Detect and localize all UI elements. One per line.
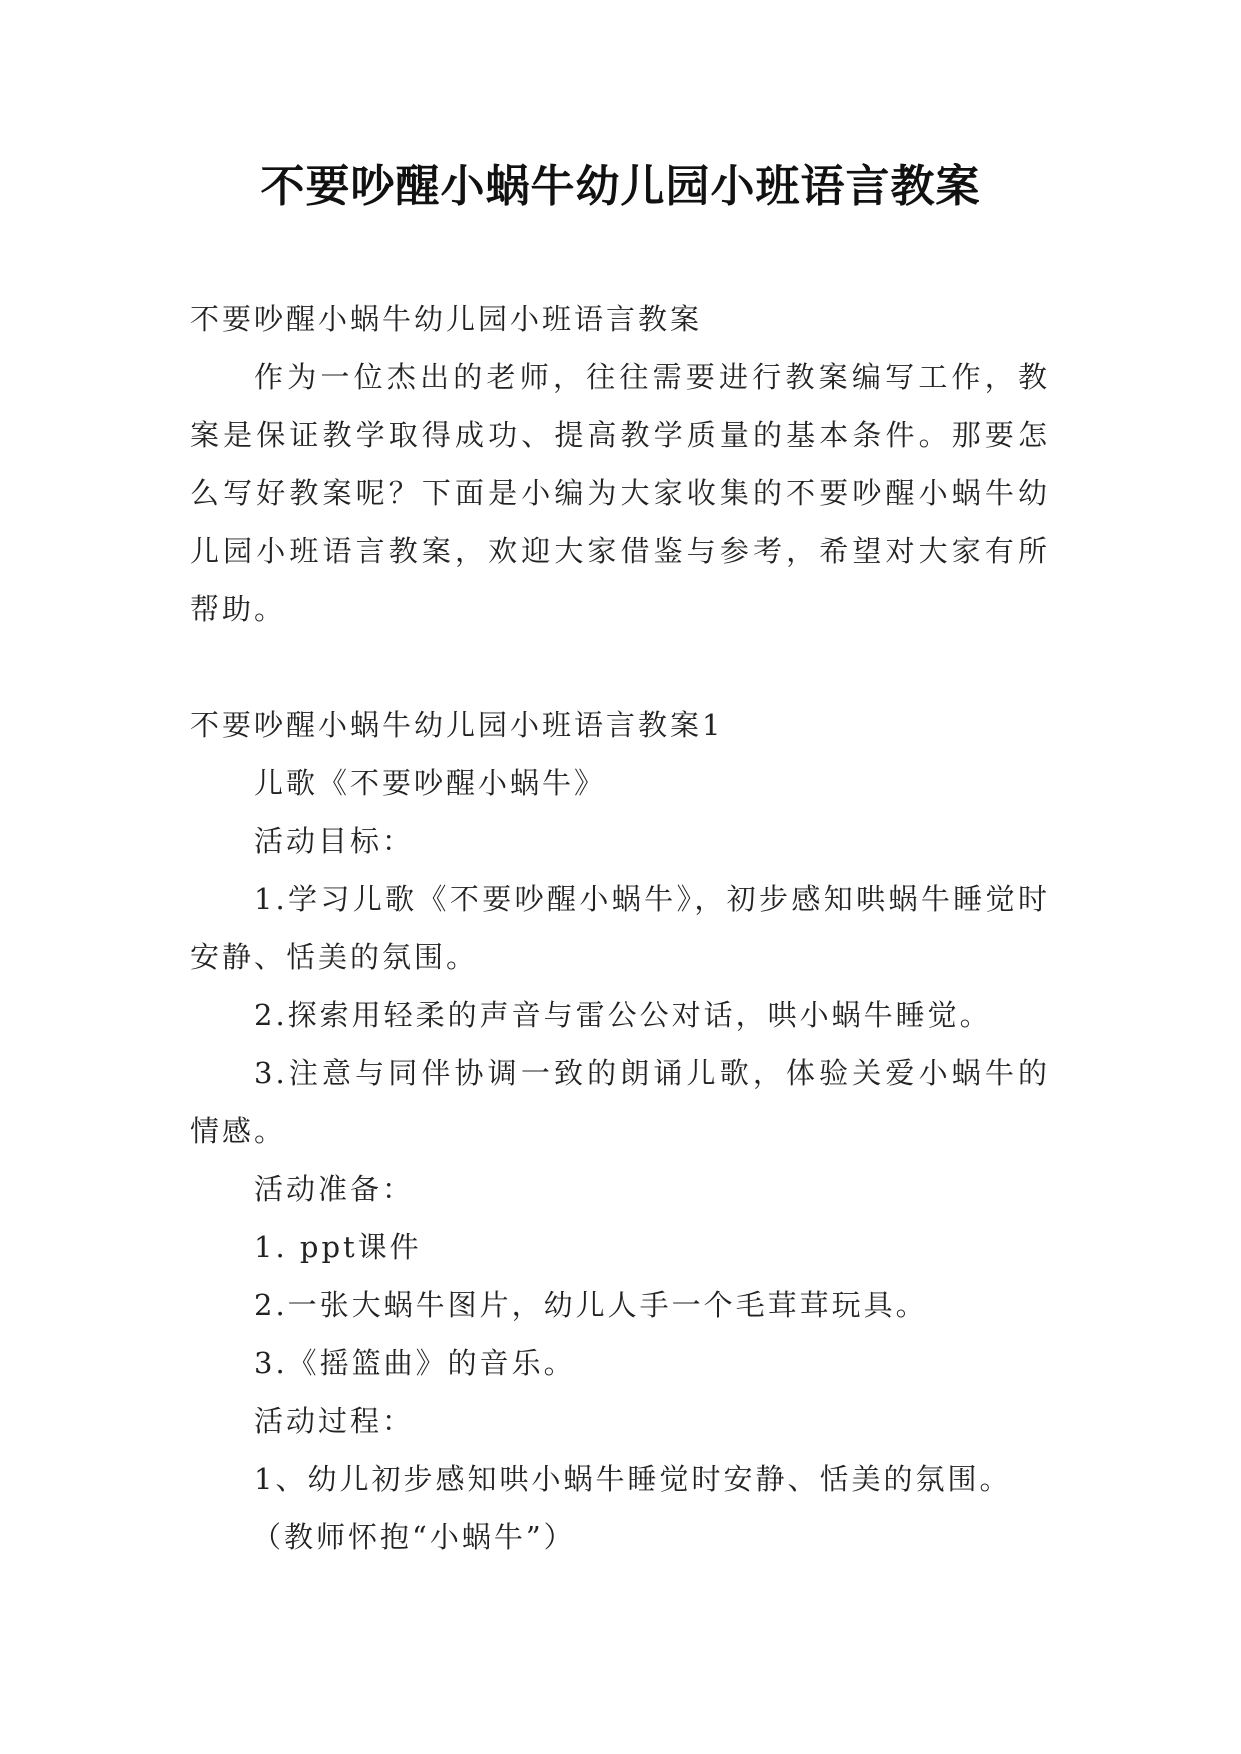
goals-label: 活动目标：	[254, 824, 415, 858]
song-title: 儿歌《不要吵醒小蜗牛》	[254, 766, 607, 800]
paragraph-gap	[190, 638, 1050, 696]
document-body	[190, 290, 1050, 1566]
document-subtitle: 不要吵醒小蜗牛幼儿园小班语言教案	[190, 302, 703, 336]
document-title: 不要吵醒小蜗牛幼儿园小班语言教案	[260, 161, 981, 212]
goal-item: 3.注意与同伴协调一致的朗诵儿歌，体验关爱小蜗牛的情感。	[190, 1056, 1050, 1148]
prep-item: 3.《摇篮曲》的音乐。	[254, 1346, 576, 1380]
teacher-note: （教师怀抱“小蜗牛”）	[252, 1520, 576, 1554]
prep-item: 1. ppt课件	[254, 1230, 422, 1264]
prep-item: 2.一张大蜗牛图片，幼儿人手一个毛茸茸玩具。	[254, 1288, 928, 1322]
goal-item: 1.学习儿歌《不要吵醒小蜗牛》，初步感知哄蜗牛睡觉时安静、恬美的氛围。	[190, 882, 1050, 974]
process-label: 活动过程：	[254, 1404, 415, 1438]
section-heading: 不要吵醒小蜗牛幼儿园小班语言教案1	[190, 708, 724, 742]
prep-label: 活动准备：	[254, 1172, 415, 1206]
process-item: 1、幼儿初步感知哄小蜗牛睡觉时安静、恬美的氛围。	[254, 1462, 1012, 1496]
intro-paragraph: 作为一位杰出的老师，往往需要进行教案编写工作，教案是保证教学取得成功、提高教学质量的基本条件。那要怎么写好教案呢？下面是小编为大家收集的不要吵醒小蜗牛幼儿园小班语言教案，欢迎大家借鉴与参考，希望对大家有所帮助。	[190, 360, 1050, 626]
goal-item: 2.探索用轻柔的声音与雷公公对话，哄小蜗牛睡觉。	[254, 998, 992, 1032]
